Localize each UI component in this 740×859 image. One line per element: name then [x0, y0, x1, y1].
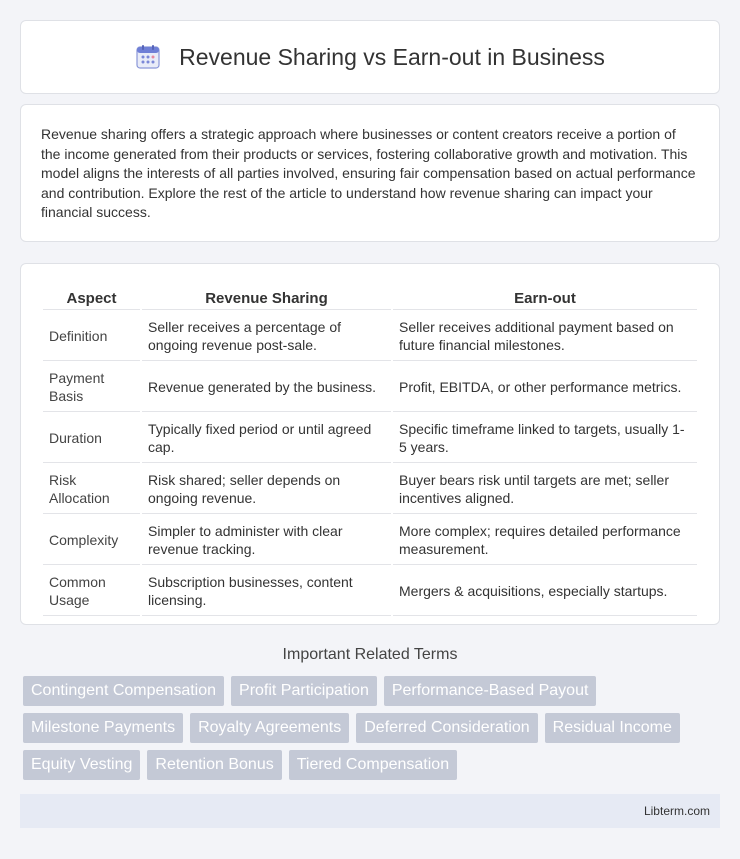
cell-aspect: Risk Allocation	[43, 465, 140, 514]
cell-revenue-sharing: Seller receives a percentage of ongoing revenue post-sale.	[142, 312, 391, 361]
cell-earn-out: Buyer bears risk until targets are met; seller incentives aligned.	[393, 465, 697, 514]
tag-tiered-compensation[interactable]: Tiered Compensation	[289, 750, 457, 780]
tag-contingent-compensation[interactable]: Contingent Compensation	[23, 676, 224, 706]
cell-earn-out: Seller receives additional payment based on future financial milestones.	[393, 312, 697, 361]
tag-residual-income[interactable]: Residual Income	[545, 713, 680, 743]
cell-earn-out: Specific timeframe linked to targets, usually 1-5 years.	[393, 414, 697, 463]
cell-revenue-sharing: Revenue generated by the business.	[142, 363, 391, 412]
comparison-card	[20, 263, 720, 625]
table-row	[43, 465, 697, 514]
cell-earn-out: Profit, EBITDA, or other performance metrics.	[393, 363, 697, 412]
table-row	[43, 516, 697, 565]
intro-card	[20, 104, 720, 242]
footer	[20, 794, 720, 828]
table-row	[43, 567, 697, 616]
tag-performance-based-payout[interactable]: Performance-Based Payout	[384, 676, 597, 706]
cell-aspect: Payment Basis	[43, 363, 140, 412]
page-title: Revenue Sharing vs Earn-out in Business	[179, 43, 605, 70]
intro-text: Revenue sharing offers a strategic approach where businesses or content creators receive a portion of the income generated from their products or services, fostering collaborative growth and motivation. This model aligns the interests of all parties involved, ensuring fair compensation based on actual performance and contribution. Explore the rest of the article to understand how revenue sharing can impact your financial success.	[41, 126, 696, 221]
cell-earn-out: More complex; requires detailed performance measurement.	[393, 516, 697, 565]
cell-revenue-sharing: Simpler to administer with clear revenue tracking.	[142, 516, 391, 565]
table-row	[43, 312, 697, 361]
header-aspect: Aspect	[43, 286, 140, 310]
tag-equity-vesting[interactable]: Equity Vesting	[23, 750, 140, 780]
tag-retention-bonus[interactable]: Retention Bonus	[147, 750, 281, 780]
table-row	[43, 414, 697, 463]
cell-aspect: Common Usage	[43, 567, 140, 616]
comparison-table	[41, 284, 699, 618]
header-earn-out: Earn-out	[393, 286, 697, 310]
header-card	[20, 20, 720, 94]
tag-deferred-consideration[interactable]: Deferred Consideration	[356, 713, 537, 743]
table-header-row	[43, 286, 697, 310]
cell-revenue-sharing: Subscription businesses, content licensing.	[142, 567, 391, 616]
cell-revenue-sharing: Risk shared; seller depends on ongoing revenue.	[142, 465, 391, 514]
footer-site-link[interactable]: Libterm.com	[643, 804, 710, 818]
cell-aspect: Complexity	[43, 516, 140, 565]
related-terms-title: Important Related Terms	[282, 646, 458, 663]
cell-aspect: Definition	[43, 312, 140, 361]
table-row	[43, 363, 697, 412]
cell-earn-out: Mergers & acquisitions, especially startups.	[393, 567, 697, 616]
cell-revenue-sharing: Typically fixed period or until agreed cap.	[142, 414, 391, 463]
tag-milestone-payments[interactable]: Milestone Payments	[23, 713, 183, 743]
calendar-icon	[135, 44, 161, 70]
tag-royalty-agreements[interactable]: Royalty Agreements	[190, 713, 349, 743]
related-terms-list	[20, 676, 720, 780]
cell-aspect: Duration	[43, 414, 140, 463]
header-revenue-sharing: Revenue Sharing	[142, 286, 391, 310]
tag-profit-participation[interactable]: Profit Participation	[231, 676, 377, 706]
